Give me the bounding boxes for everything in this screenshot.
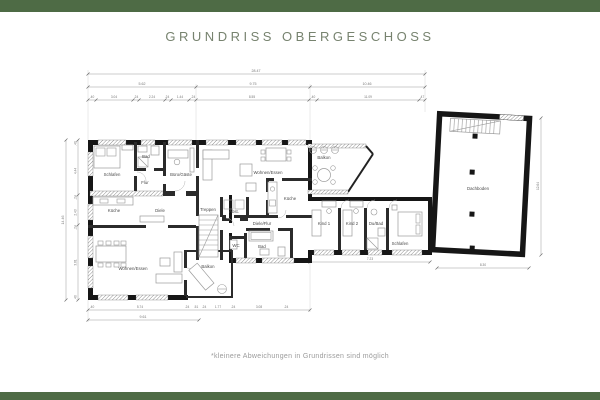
toilet xyxy=(278,247,285,256)
room-label-schlafen-links: Schlafen xyxy=(103,172,121,177)
dim-bot1-8: .24 xyxy=(283,305,289,309)
dim-bot1-3: .51 xyxy=(193,305,199,309)
room-label-dubad: Du/Bad xyxy=(368,221,384,226)
dim-bot1-1: 5.74 xyxy=(136,305,144,309)
room-dubad xyxy=(367,209,385,249)
dim-bot1-0: .40 xyxy=(89,305,95,309)
post xyxy=(469,211,474,216)
dim-top2-2: 10.46 xyxy=(362,82,372,86)
room-label-abst: Abst. xyxy=(229,209,239,214)
dim-left2-1: 4.44 xyxy=(73,167,78,175)
armchair xyxy=(246,183,256,191)
building-attic xyxy=(433,111,530,254)
room-label-balkon-oben: Balkon xyxy=(317,155,331,160)
sink xyxy=(260,249,269,255)
toilet xyxy=(378,228,385,236)
wardrobe xyxy=(140,216,164,222)
dim-top3-2: .24 xyxy=(133,95,139,99)
coffee-table xyxy=(240,164,252,176)
dim-left2-5: 3.81 xyxy=(73,259,78,266)
sofa xyxy=(174,252,182,272)
room-label-wc: WC xyxy=(232,243,240,248)
kitchen-counter xyxy=(93,197,133,205)
sink xyxy=(138,146,147,152)
desk xyxy=(168,150,188,158)
dim-top3-4: .24 xyxy=(164,95,170,99)
washer xyxy=(235,200,244,209)
bed xyxy=(398,212,422,236)
desk xyxy=(350,201,363,207)
room-schlafen-links xyxy=(94,145,133,168)
room-label-flur: Flur xyxy=(141,180,149,185)
sofa xyxy=(203,150,229,159)
room-diele xyxy=(140,216,164,222)
room-kueche-links xyxy=(93,197,133,205)
post xyxy=(470,169,475,174)
room-label-diele-flur: Diele/Flur xyxy=(252,221,272,226)
dim-left-total: 14.46 xyxy=(61,215,65,225)
dim-wing-bottom: 7.23 xyxy=(366,257,374,261)
dim-top3-1: 3.04 xyxy=(110,95,118,99)
dim-top3-6: .24 xyxy=(190,95,196,99)
room-wohnen-links xyxy=(96,241,182,283)
dining-table xyxy=(266,148,286,161)
post xyxy=(470,246,475,251)
room-label-kind2: Kind 2 xyxy=(345,221,359,226)
dim-left2-0: .40 xyxy=(73,141,78,146)
sink xyxy=(371,209,377,215)
page-title: GRUNDRISS OBERGESCHOSS xyxy=(165,29,435,44)
room-bad-mitte xyxy=(249,231,285,256)
round-table xyxy=(318,169,331,182)
dresser xyxy=(122,145,133,150)
dim-bot1-5: 1.77 xyxy=(214,305,222,309)
dim-bottom-total: 9.61 xyxy=(139,315,147,319)
shelf xyxy=(190,148,194,172)
room-label-buero: Büro/Gäste xyxy=(170,172,192,177)
dining-table xyxy=(96,246,126,262)
dim-bot1-7: 3.08 xyxy=(255,305,263,309)
room-label-wohnen-links: Wohnen/Essen xyxy=(118,266,148,271)
room-label-bad-links: Bad xyxy=(142,154,150,159)
dim-top2-1: 9.75 xyxy=(249,82,257,86)
room-kind2 xyxy=(343,201,363,236)
room-label-treppen: Treppen xyxy=(200,207,216,212)
chair xyxy=(174,159,180,165)
desk xyxy=(322,201,336,207)
dim-bot1-2: .24 xyxy=(184,305,190,309)
room-schlafen-rechts xyxy=(392,205,422,236)
chair xyxy=(327,209,332,214)
dim-top3-5: 1.44 xyxy=(176,95,184,99)
room-buero xyxy=(168,148,194,172)
dim-top3-8: .40 xyxy=(310,95,316,99)
dim-top3-9: 11.09 xyxy=(364,95,372,99)
room-abst xyxy=(224,200,244,209)
dim-left2-6: .40 xyxy=(73,295,78,300)
dimension-left xyxy=(61,139,80,302)
dim-top3-7: 8.55 xyxy=(248,95,256,99)
room-label-kueche-links: Küche xyxy=(107,208,121,213)
dim-left2-2: .24 xyxy=(73,195,78,200)
dim-top2-0: 5.62 xyxy=(138,82,146,86)
dim-top3-10: .47 xyxy=(419,95,425,99)
room-label-kind1: Kind 1 xyxy=(317,221,331,226)
sofa xyxy=(156,274,182,283)
room-label-schlafen-rechts: Schlafen xyxy=(391,241,409,246)
room-label-diele: Diele xyxy=(155,208,165,213)
room-label-kueche-mitte: Küche xyxy=(283,196,297,201)
dim-left2-3: 2.43 xyxy=(73,209,78,216)
post xyxy=(472,134,477,139)
staircase-attic xyxy=(450,118,501,134)
room-kueche-mitte xyxy=(268,182,277,213)
dim-bot1-6: .24 xyxy=(230,305,236,309)
balcony-top xyxy=(308,144,373,194)
dim-top3-3: 2.24 xyxy=(148,95,156,99)
room-label-bad-mitte: Bad xyxy=(258,244,266,249)
nightstand xyxy=(392,205,397,210)
room-treppen xyxy=(199,215,218,257)
room-label-dachboden: Dachboden xyxy=(467,186,489,191)
chair xyxy=(354,209,359,214)
dim-right-side: 12.64 xyxy=(536,182,540,190)
room-kind1 xyxy=(312,201,336,236)
room-label-balkon-unten: Balkon xyxy=(201,264,215,269)
room-label-wohnen-mitte: Wohnen/Essen xyxy=(253,170,283,175)
dim-right-bottom: 8.30 xyxy=(479,263,487,267)
dim-left2-4: .24 xyxy=(73,225,78,230)
toilet xyxy=(151,146,159,155)
dim-top3-0: .40 xyxy=(89,95,95,99)
dim-total-top: 28.47 xyxy=(251,69,261,73)
dim-bot1-4: .24 xyxy=(201,305,207,309)
disclaimer-text: *kleinere Abweichungen in Grundrissen sind möglich xyxy=(210,353,390,360)
dimension-top xyxy=(87,69,427,142)
coffee-table xyxy=(160,258,170,266)
